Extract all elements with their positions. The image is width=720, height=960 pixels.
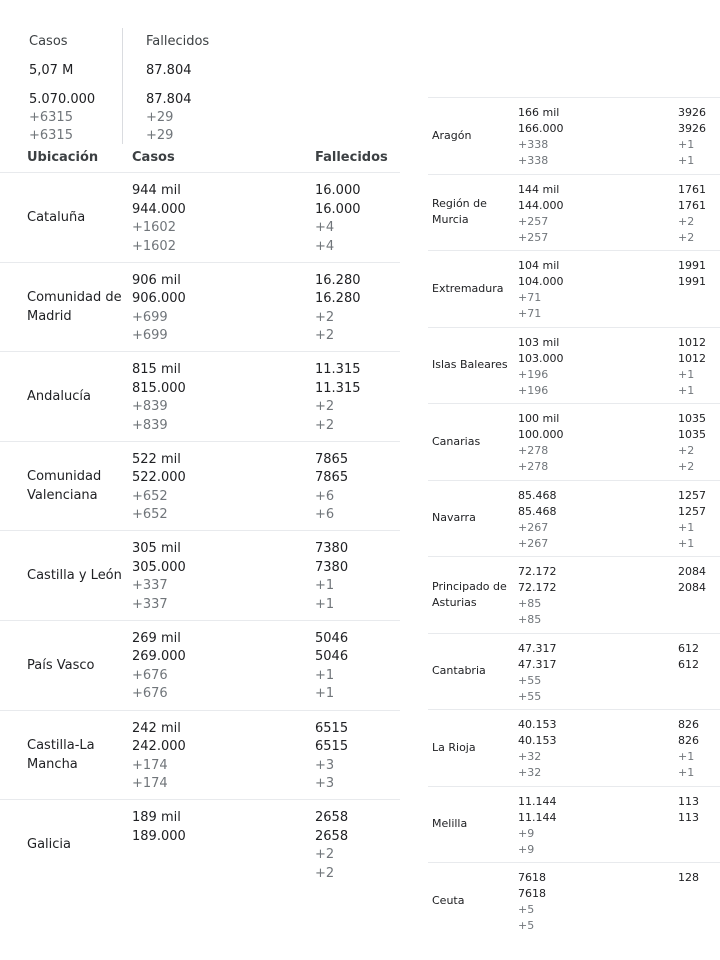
cases-delta: +1602: [132, 220, 176, 235]
cases-short: 100 mil: [518, 412, 560, 425]
deaths-full: 612: [678, 657, 699, 671]
deaths-full: 6515: [315, 739, 349, 755]
location-name: Cantabria: [432, 664, 486, 678]
deaths-delta: +1: [315, 667, 335, 683]
cases-short: 85.468: [518, 488, 557, 502]
deaths-delta: +2: [315, 399, 335, 415]
cases-full: 189.000: [132, 828, 186, 844]
cases-full: 305.000: [132, 559, 186, 575]
deaths-full: 16.280: [315, 291, 361, 307]
cases-delta-repeat: +1602: [132, 238, 176, 254]
cases-delta: +71: [518, 291, 542, 304]
cases-delta-repeat: +55: [518, 689, 542, 703]
cases-short: 144 mil: [518, 182, 560, 196]
cases-delta-repeat: +652: [132, 507, 168, 523]
cases-short: 815 mil: [132, 362, 181, 378]
deaths-delta: +2: [678, 444, 695, 457]
cases-delta-repeat: +337: [132, 596, 168, 612]
cases-delta-repeat: +32: [518, 766, 542, 779]
cases-delta-repeat: +196: [518, 383, 549, 397]
table-row-castilla-y-leon[interactable]: [0, 530, 400, 620]
table-row-comunidad-de-madrid[interactable]: [0, 262, 400, 352]
deaths-delta: +2: [315, 847, 335, 863]
deaths-short: 1761: [678, 182, 706, 196]
cases-delta-repeat: +174: [132, 776, 168, 792]
deaths-delta-repeat: +1: [678, 536, 695, 550]
cases-short: 242 mil: [132, 720, 181, 736]
cases-full: 269.000: [132, 649, 186, 665]
location-name: La Rioja: [432, 740, 476, 754]
deaths-short: 7865: [315, 451, 349, 467]
deaths-full: 2084: [678, 581, 706, 594]
summary-panel: [0, 0, 430, 150]
deaths-full: 11.315: [315, 380, 361, 396]
deaths-full: 2658: [315, 828, 349, 844]
left-table-body: [0, 172, 400, 889]
deaths-short: 113: [678, 794, 699, 808]
deaths-short: 5046: [315, 630, 349, 646]
deaths-full: 1761: [678, 198, 706, 212]
cases-delta-repeat: +839: [132, 417, 168, 433]
cases-full: 103.000: [518, 351, 564, 365]
deaths-delta: +2: [678, 214, 695, 228]
cases-short: 103 mil: [518, 335, 560, 349]
cases-delta-repeat: +676: [132, 686, 168, 702]
deaths-delta-repeat: +1: [678, 383, 695, 397]
cases-delta: +9: [518, 826, 535, 840]
table-row-cantabria[interactable]: [428, 633, 720, 710]
location-name: Andalucía: [27, 388, 91, 404]
header-deaths[interactable]: Fallecidos: [315, 150, 388, 165]
deaths-delta-repeat: +2: [678, 460, 695, 473]
deaths-short: 612: [678, 641, 699, 655]
cases-delta-repeat: +5: [518, 919, 535, 932]
deaths-delta: +1: [678, 750, 695, 763]
summary-cases-delta: +6315: [29, 110, 73, 125]
deaths-delta: +1: [315, 578, 335, 594]
cases-full: 104.000: [518, 275, 564, 288]
location-name: Comunidad de Madrid: [27, 289, 122, 324]
deaths-delta-repeat: +2: [315, 417, 335, 433]
cases-delta-repeat: +85: [518, 613, 542, 626]
location-name: Navarra: [432, 511, 476, 525]
cases-delta: +55: [518, 673, 542, 687]
cases-full: 40.153: [518, 734, 557, 747]
deaths-delta-repeat: +6: [315, 507, 335, 523]
table-row-navarra[interactable]: [428, 480, 720, 557]
deaths-short: 3926: [678, 106, 706, 119]
deaths-delta-repeat: +1: [315, 596, 335, 612]
cases-delta-repeat: +257: [518, 230, 549, 244]
header-cases[interactable]: Casos: [132, 150, 175, 165]
table-row-pais-vasco[interactable]: [0, 620, 400, 710]
summary-cases-delta-repeat: +6315: [29, 128, 73, 143]
deaths-delta-repeat: +4: [315, 238, 335, 254]
location-name: Galicia: [27, 836, 71, 852]
deaths-full: 5046: [315, 649, 349, 665]
deaths-full: 16.000: [315, 201, 361, 217]
deaths-full: 1035: [678, 428, 706, 441]
deaths-full: 7380: [315, 559, 349, 575]
table-row-galicia[interactable]: [0, 799, 400, 889]
cases-short: 305 mil: [132, 541, 181, 557]
cases-short: 104 mil: [518, 259, 560, 272]
deaths-full: 1012: [678, 351, 706, 365]
cases-delta: +338: [518, 138, 549, 151]
deaths-short: 11.315: [315, 362, 361, 378]
deaths-short: 1012: [678, 335, 706, 349]
cases-delta: +337: [132, 578, 168, 594]
summary-cases-full: 5.070.000: [29, 92, 96, 107]
cases-delta: +699: [132, 309, 168, 325]
deaths-short: 6515: [315, 720, 349, 736]
location-name: Islas Baleares: [432, 358, 508, 372]
table-row-la-rioja[interactable]: [428, 709, 720, 786]
deaths-short: 7380: [315, 541, 349, 557]
cases-delta: +32: [518, 750, 542, 763]
location-name: Región de Murcia: [432, 197, 487, 227]
cases-delta-repeat: +338: [518, 154, 549, 167]
cases-delta-repeat: +9: [518, 842, 535, 856]
cases-delta-repeat: +267: [518, 536, 549, 550]
summary-deaths-short: 87.804: [146, 63, 192, 78]
summary-divider: [122, 28, 123, 144]
table-row-melilla[interactable]: [428, 786, 720, 863]
location-name: Principado de Asturias: [432, 579, 507, 609]
deaths-delta-repeat: +1: [315, 686, 335, 702]
header-location[interactable]: Ubicación: [27, 150, 99, 165]
deaths-full: 113: [678, 810, 699, 824]
summary-cases-short: 5,07 M: [29, 63, 74, 78]
cases-full: 85.468: [518, 504, 557, 518]
summary-deaths-full: 87.804: [146, 92, 192, 107]
deaths-delta-repeat: +1: [678, 766, 695, 779]
location-name: Castilla-La Mancha: [27, 737, 95, 772]
deaths-delta: +1: [678, 367, 695, 381]
location-name: Extremadura: [432, 281, 504, 295]
summary-cases-label: Casos: [29, 34, 68, 49]
table-row-extremadura[interactable]: [428, 250, 720, 327]
deaths-full: 1257: [678, 504, 706, 518]
summary-deaths-delta: +29: [146, 110, 174, 125]
cases-short: 189 mil: [132, 810, 181, 826]
cases-delta-repeat: +278: [518, 460, 549, 473]
cases-short: 269 mil: [132, 630, 181, 646]
location-name: Cataluña: [27, 209, 86, 225]
location-name: País Vasco: [27, 657, 95, 673]
deaths-delta-repeat: +2: [315, 865, 335, 881]
deaths-short: 16.000: [315, 183, 361, 198]
deaths-delta: +1: [678, 138, 695, 151]
cases-full: 242.000: [132, 739, 186, 755]
summary-deaths-delta-repeat: +29: [146, 128, 174, 143]
table-row-ceuta[interactable]: [428, 862, 720, 939]
location-name: Canarias: [432, 434, 481, 448]
deaths-delta: +4: [315, 220, 335, 235]
deaths-delta-repeat: +2: [678, 230, 695, 244]
cases-short: 40.153: [518, 718, 557, 731]
deaths-short: 16.280: [315, 272, 361, 288]
cases-delta-repeat: +699: [132, 328, 168, 344]
cases-full: 815.000: [132, 380, 186, 396]
cases-short: 47.317: [518, 641, 557, 655]
cases-short: 944 mil: [132, 183, 181, 198]
cases-short: 11.144: [518, 794, 557, 808]
cases-full: 144.000: [518, 198, 564, 212]
deaths-short: 2084: [678, 565, 706, 578]
table-row-region-de-murcia[interactable]: [428, 174, 720, 251]
deaths-delta-repeat: +3: [315, 776, 335, 792]
cases-delta: +174: [132, 757, 168, 773]
cases-full: 47.317: [518, 657, 557, 671]
table-row-cataluna[interactable]: [0, 172, 400, 262]
deaths-delta: +2: [315, 309, 335, 325]
cases-delta: +652: [132, 488, 168, 504]
deaths-delta-repeat: +1: [678, 154, 695, 167]
cases-short: 72.172: [518, 565, 557, 578]
cases-full: 166.000: [518, 122, 564, 135]
deaths-full: 826: [678, 734, 699, 747]
table-row-islas-baleares[interactable]: [428, 327, 720, 404]
location-name: Aragón: [432, 128, 472, 142]
cases-full: 522.000: [132, 470, 186, 486]
cases-short: 522 mil: [132, 451, 181, 467]
table-row-principado-de-asturias[interactable]: [428, 556, 720, 633]
deaths-full: 3926: [678, 122, 706, 135]
deaths-short: 826: [678, 718, 699, 731]
deaths-short: 128: [678, 871, 699, 884]
cases-full: 72.172: [518, 581, 557, 594]
table-row-comunidad-valenciana[interactable]: [0, 441, 400, 531]
location-name: Comunidad Valenciana: [27, 469, 102, 504]
cases-short: 7618: [518, 871, 546, 884]
cases-short: 166 mil: [518, 106, 560, 119]
deaths-full: 1991: [678, 275, 706, 288]
deaths-short: 1257: [678, 488, 706, 502]
location-name: Castilla y León: [27, 568, 122, 584]
deaths-delta: +1: [678, 520, 695, 534]
cases-full: 944.000: [132, 201, 186, 217]
table-row-castilla-la-mancha[interactable]: [0, 710, 400, 800]
cases-delta: +5: [518, 903, 535, 916]
table-row-canarias[interactable]: [428, 403, 720, 480]
summary-deaths-label: Fallecidos: [146, 34, 210, 49]
cases-delta-repeat: +71: [518, 307, 542, 320]
regions-table-right: [428, 97, 720, 939]
cases-delta: +839: [132, 399, 168, 415]
deaths-short: 1991: [678, 259, 706, 272]
location-name: Melilla: [432, 817, 468, 831]
cases-full: 100.000: [518, 428, 564, 441]
deaths-short: 2658: [315, 810, 349, 826]
cases-full: 906.000: [132, 291, 186, 307]
table-row-aragon[interactable]: [428, 97, 720, 174]
deaths-delta: +6: [315, 488, 335, 504]
cases-delta: +278: [518, 444, 549, 457]
deaths-delta: +3: [315, 757, 335, 773]
location-name: Ceuta: [432, 893, 465, 907]
cases-delta: +676: [132, 667, 168, 683]
cases-short: 906 mil: [132, 272, 181, 288]
cases-full: 7618: [518, 887, 546, 900]
deaths-full: 7865: [315, 470, 349, 486]
deaths-short: 1035: [678, 412, 706, 425]
cases-delta: +85: [518, 597, 542, 610]
cases-delta: +196: [518, 367, 549, 381]
table-row-andalucia[interactable]: [0, 351, 400, 441]
cases-delta: +257: [518, 214, 549, 228]
cases-full: 11.144: [518, 810, 557, 824]
cases-delta: +267: [518, 520, 549, 534]
deaths-delta-repeat: +2: [315, 328, 335, 344]
